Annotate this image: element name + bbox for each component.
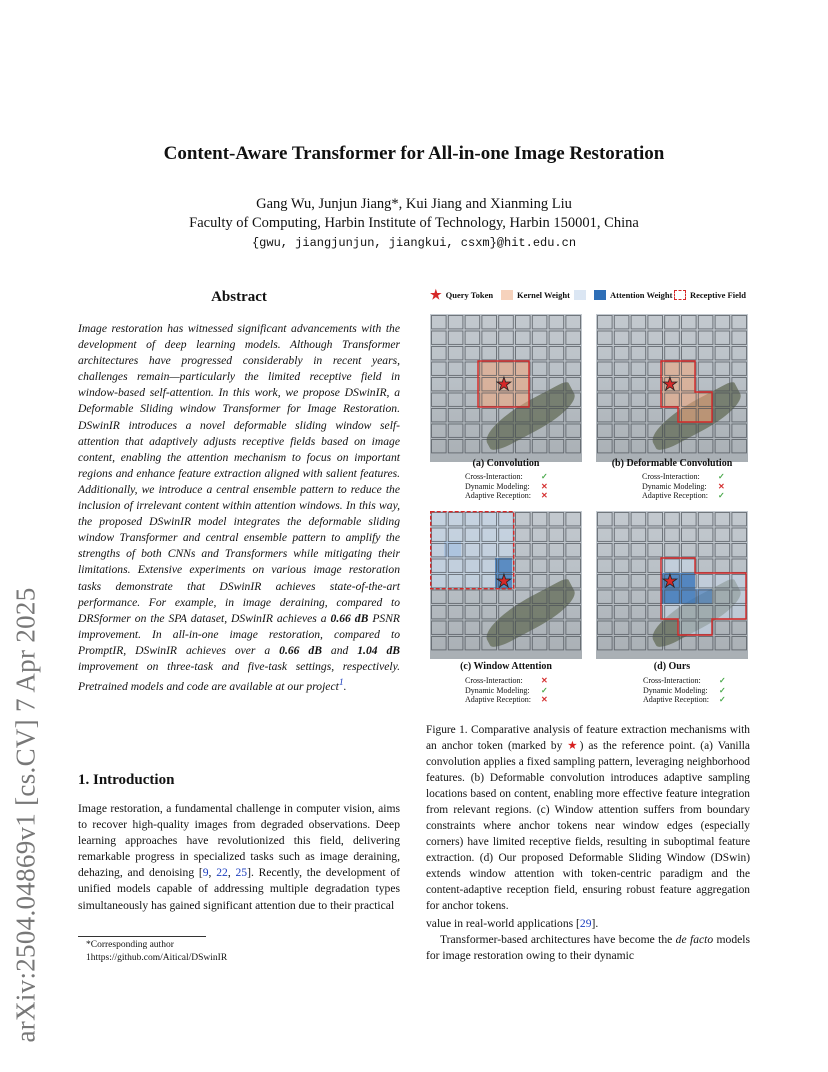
citation-link[interactable]: 29 xyxy=(579,917,592,930)
svg-text:★: ★ xyxy=(495,571,513,591)
panel-props-d: Cross-Interaction: ✓ Dynamic Modeling: ✓ Adaptive Reception: ✓ xyxy=(643,676,726,704)
legend-query: ★ Query Token xyxy=(430,287,494,302)
svg-text:★: ★ xyxy=(661,571,679,591)
panel-props-a: Cross-Interaction: ✓ Dynamic Modeling: ✕ Adaptive Reception: ✕ xyxy=(465,472,548,500)
panel-label-b: (b) Deformable Convolution xyxy=(611,458,733,469)
attention-light-swatch-icon xyxy=(574,290,586,300)
panel-deformable-image xyxy=(596,314,748,462)
star-icon: ★ xyxy=(430,287,442,302)
footnote-divider xyxy=(78,936,206,937)
panel-window-attention-image xyxy=(430,511,582,659)
citation-link[interactable]: 9 xyxy=(202,866,209,880)
attention-dark-swatch-icon xyxy=(594,290,606,300)
intro-heading: 1. Introduction xyxy=(78,772,175,788)
panel-label-d: (d) Ours xyxy=(653,661,691,672)
figure-legend xyxy=(428,287,748,304)
legend-receptive: Receptive Field xyxy=(674,290,746,300)
email-list: {gwu, jiangjunjun, jiangkui, csxm}@hit.edu.cn xyxy=(251,236,577,250)
grid-window-attention xyxy=(430,511,582,659)
right-column-text: value in real-world applications [29]. Transformer-based architectures have become the de facto models for image restoration owing to their dynamic xyxy=(426,917,751,963)
kernel-swatch-icon xyxy=(501,290,513,300)
grid-ours xyxy=(596,511,748,659)
affiliation: Faculty of Computing, Harbin Institute of Technology, Harbin 150001, China xyxy=(189,215,639,231)
legend-kernel: Kernel Weight xyxy=(501,290,570,300)
panel-label-a: (a) Convolution xyxy=(472,458,540,469)
abstract-text: Image restoration has witnessed significant advancements with the development of deep learning models. Although Transformer architectures have progressed considerably in recent years, challenges remain—particularly the limited receptive field in window-based self-attention. In this work, we propose DSwinIR, a Deformable Sliding window Transformer for Image Restoration. DSwinIR introduces a novel deformable sliding window self-attention that adaptively adjusts receptive fields based on image content, enabling the attention mechanism to focus on important regions and enhance feature extraction aligned with salient features. Additionally, we introduce a central ensemble pattern to reduce the inclusion of irrelevant content within attention windows. In this way, the proposed DSwinIR model integrates the deformable sliding window Transformer and central ensemble pattern to amplify the strengths of both CNNs and Transformers while mitigating their limitations. Extensive experiments on various image restoration tasks demonstrate that DSwinIR achieves state-of-the-art performance. For example, in image deraining, compared to DRSformer on the SPA dataset, DSwinIR achieves a 0.66 dB PSNR improvement. In all-in-one image restoration, compared to PromptIR, DSwinIR achieves over a 0.66 dB and 1.04 dB improvement on three-task and five-task settings, respectively. Pretrained models and code are available at our project$^1$. xyxy=(78,322,401,693)
svg-text:★: ★ xyxy=(661,374,679,394)
panel-label-c: (c) Window Attention xyxy=(460,661,552,672)
panel-convolution-image xyxy=(430,314,582,462)
citation-link[interactable]: 25 xyxy=(235,866,248,880)
abstract-heading: Abstract xyxy=(211,289,267,305)
panel-props-b: Cross-Interaction: ✓ Dynamic Modeling: ✕ Adaptive Reception: ✓ xyxy=(642,472,725,500)
panel-ours-image xyxy=(596,511,748,659)
footnote-url[interactable]: 1https://github.com/Aitical/DSwinIR xyxy=(86,953,228,963)
figure-caption: Figure 1. Comparative analysis of feature extraction mechanisms with an anchor token (marked by ★) as the reference point. (a) Vanilla convolution applies a fixed sampling pattern, leveraging neighborhood features. (b) Deformable convolution introduces adaptive sampling locations based on content, enabling more effective feature integration from relevant regions. (c) Window attention suffers from boundary constraints where anchor tokens near window edges (especially corners) have limited receptive fields, resulting in suboptimal feature extraction. (d) Our proposed Deformable Sliding Window (DSwin) extends window attention with token-centric paradigm and the content-adaptive reception field, ensuring robust feature aggregation for anchor tokens. xyxy=(426,724,750,912)
receptive-swatch-icon xyxy=(674,290,686,300)
grid-deformable xyxy=(596,314,748,462)
author-list: Gang Wu, Junjun Jiang*, Kui Jiang and Xianming Liu xyxy=(256,196,572,212)
intro-text: Image restoration, a fundamental challenge in computer vision, aims to recover high-quality images from degraded observations. Deep learning approaches have revolutionized this field, delivering remarkable progress in specialized tasks such as image deraining, dehazing, and denoising [9, 22, 25]. Recently, the development of unified models capable of addressing multiple degradation types simultaneously has gained significant attention due to their practical xyxy=(78,802,400,912)
citation-link[interactable]: 22 xyxy=(216,866,228,880)
grid-convolution xyxy=(430,314,582,462)
paper-title: Content-Aware Transformer for All-in-one Image Restoration xyxy=(163,143,665,164)
footnote-corresponding: *Corresponding author xyxy=(86,940,174,950)
panel-props-c: Cross-Interaction: ✕ Dynamic Modeling: ✓ Adaptive Reception: ✕ xyxy=(465,676,548,704)
star-icon: ★ xyxy=(567,740,580,752)
legend-attention: Attention Weight xyxy=(574,290,672,300)
footnote-ref-link[interactable]: 1 xyxy=(338,677,344,689)
arxiv-side-label: arXiv:2504.04869v1 [cs.CV] 7 Apr 2025 xyxy=(10,587,41,1043)
svg-text:★: ★ xyxy=(495,374,513,394)
